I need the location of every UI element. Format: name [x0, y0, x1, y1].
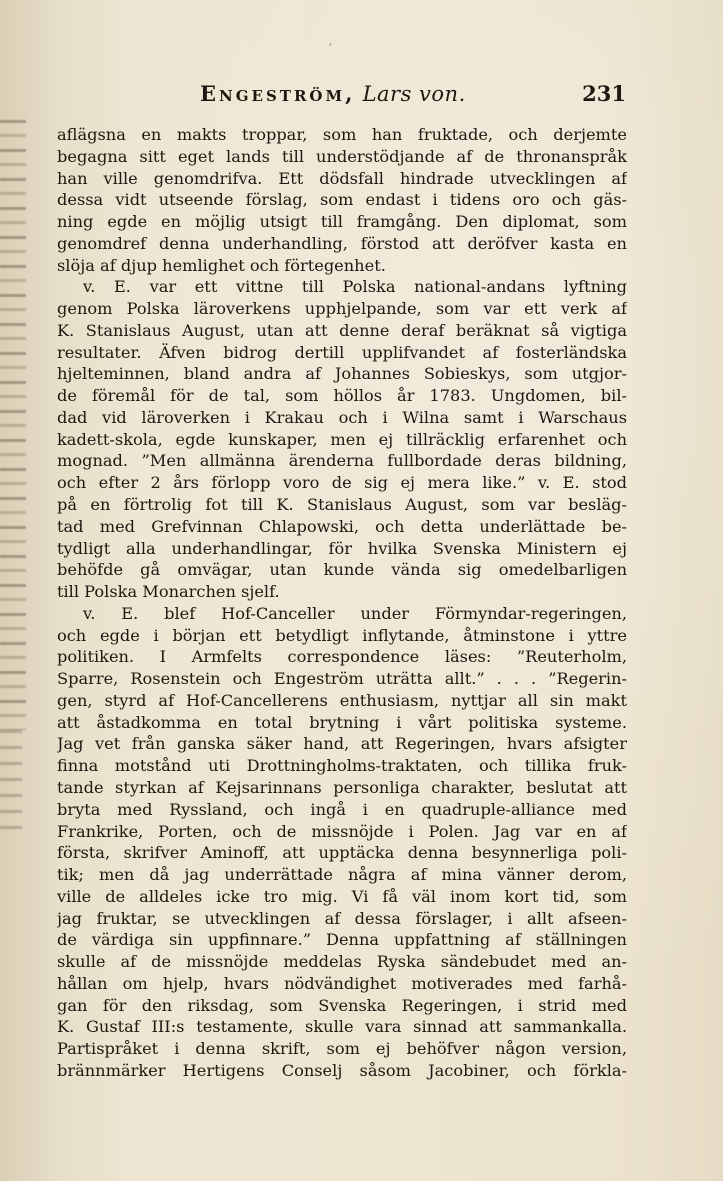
text-line: gan för den riksdag, som Svenska Regeringen, i strid med [57, 995, 627, 1015]
text-line: de föremål för de tal, som höllos år 1783. Ungdomen, bil- [57, 386, 627, 406]
text-line: slöja af djup hemlighet och förtegenhet. [57, 255, 386, 275]
text-line: Sparre, Rosenstein och Engeström uträtta allt.” . . . ”Regerin- [57, 669, 627, 689]
text-line: politiken. I Armfelts correspondence läses: ”Reuterholm, [57, 647, 627, 667]
text-line: dessa vidt utseende förslag, som endast i tidens oro och gäs- [57, 190, 627, 210]
text-line: begagna sitt eget lands till understödjande af de thronanspråk [57, 146, 627, 166]
text-line: tik; men då jag underrättade några af mina vänner derom, [57, 865, 627, 885]
facing-page-bleed-through [0, 120, 26, 730]
text-line: till Polska Monarchen sjelf. [57, 582, 280, 602]
text-line: ville de alldeles icke tro mig. Vi få väl inom kort tid, som [57, 886, 627, 906]
text-line: tande styrkan af Kejsarinnans personliga charakter, beslutat att [57, 777, 627, 797]
text-line: och efter 2 års förlopp voro de sig ej mera like.” v. E. stod [57, 473, 627, 493]
text-line: gen, styrd af Hof-Cancellerens enthusiasm, nyttjar all sin makt [57, 690, 627, 710]
text-line: dad vid läroverken i Krakau och i Wilna samt i Warschaus [57, 407, 627, 427]
text-line: bryta med Ryssland, och ingå i en quadruple-alliance med [57, 799, 627, 819]
facing-page-bleed-through-lower [0, 730, 22, 840]
text-line: resultater. Äfven bidrog dertill upplifvandet af fosterländska [57, 342, 627, 362]
body-text [57, 124, 627, 1082]
running-head-name: Engeström, [200, 81, 356, 106]
text-line: kadett-skola, egde kunskaper, men ej tillräcklig erfarenhet och [57, 429, 627, 449]
text-line: de värdiga sin uppfinnare.” Denna uppfattning af ställningen [57, 930, 627, 950]
text-line: att åstadkomma en total brytning i vårt politiska systeme. [57, 712, 627, 732]
text-line: brännmärker Hertigens Conselj såsom Jacobiner, och förkla- [57, 1060, 627, 1080]
text-line: och egde i början ett betydligt inflytande, åtminstone i yttre [57, 625, 627, 645]
text-line: mognad. ”Men allmänna ärenderna fullbordade deras bildning, [57, 451, 627, 471]
text-line: hållan om hjelp, hvars nödvändighet motiverades med farhå- [57, 973, 627, 993]
text-line: tydligt alla underhandlingar, för hvilka Svenska Ministern ej [57, 538, 627, 558]
text-line: Jag vet från ganska säker hand, att Regeringen, hvars afsigter [57, 734, 627, 754]
text-line: aflägsna en makts troppar, som han fruktade, och derjemte [57, 125, 627, 144]
text-line: tad med Grefvinnan Chlapowski, och detta underlättade be- [57, 516, 627, 536]
text-line: behöfde gå omvägar, utan kunde vända sig omedelbarligen [57, 560, 627, 580]
text-line: Partispråket i denna skrift, som ej behöfver någon version, [57, 1039, 627, 1059]
text-line: finna motstånd uti Drottningholms-traktaten, och tillika fruk- [57, 756, 627, 776]
text-line: skulle af de missnöjde meddelas Ryska sändebudet med an- [57, 952, 627, 972]
text-line: genomdref denna underhandling, förstod att deröfver kasta en [57, 233, 627, 253]
running-header [200, 80, 626, 110]
text-line: K. Gustaf III:s testamente, skulle vara sinnad att sammankalla. [57, 1017, 627, 1037]
text-line: Frankrike, Porten, och de missnöjde i Polen. Jag var en af [57, 821, 627, 841]
text-line: v. E. var ett vittne till Polska national-andans lyftning [83, 277, 627, 297]
text-line: jag fruktar, se utvecklingen af dessa förslager, i allt afseen- [57, 908, 627, 928]
text-line: på en förtrolig fot till K. Stanislaus August, som var besläg- [57, 495, 627, 515]
text-line: han ville genomdrifva. Ett dödsfall hindrade utvecklingen af [57, 168, 627, 188]
running-head-given-name: Lars von. [362, 82, 466, 106]
text-line: ning egde en möjlig utsigt till framgång. Den diplomat, som [57, 212, 627, 232]
text-line: hjelteminnen, bland andra af Johannes Sobieskys, som utgjor- [57, 364, 627, 384]
text-line: K. Stanislaus August, utan att denne deraf beräknat så vigtiga [57, 320, 627, 340]
text-line: v. E. blef Hof-Canceller under Förmyndar-regeringen, [83, 603, 627, 623]
text-line: genom Polska läroverkens upphjelpande, som var ett verk af [57, 299, 627, 319]
running-head-title [200, 80, 466, 108]
page-number: 231 [582, 81, 626, 106]
paper-speck: ʼ [328, 41, 332, 55]
text-line: första, skrifver Aminoff, att upptäcka denna besynnerliga poli- [57, 843, 627, 863]
